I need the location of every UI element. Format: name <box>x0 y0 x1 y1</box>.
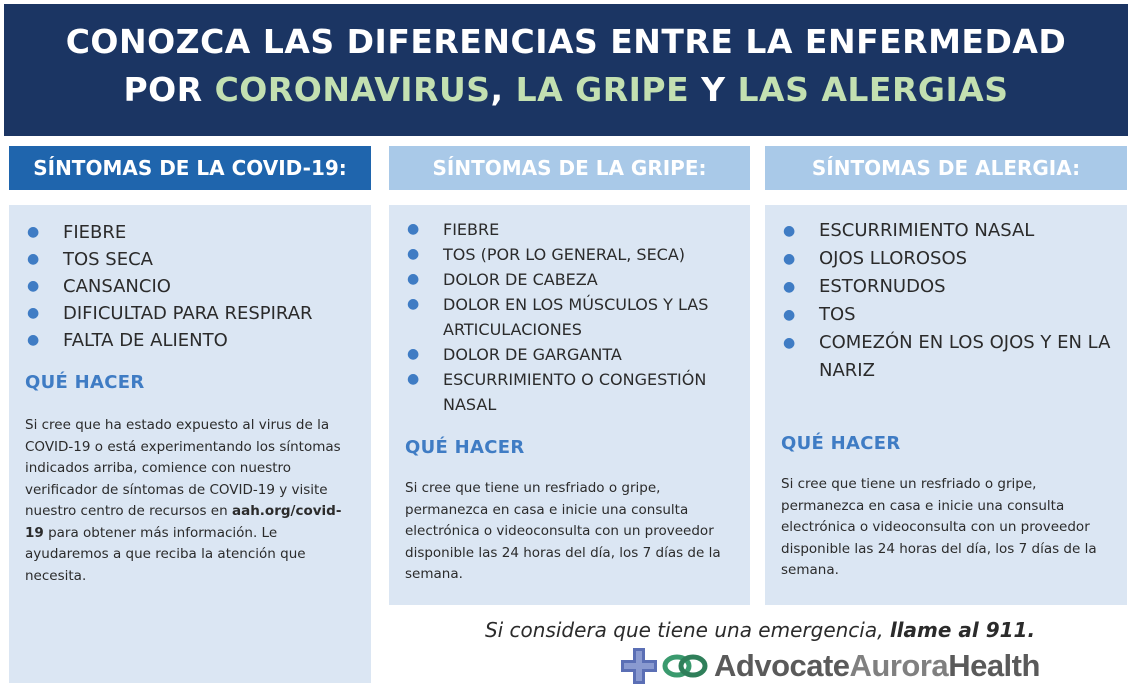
bullet-dot-icon: ● <box>783 307 796 323</box>
bullet-dot-icon: ● <box>783 335 796 351</box>
list-item: ● FIEBRE <box>405 217 738 242</box>
flu-heading: SÍNTOMAS DE LA GRIPE: <box>389 146 750 190</box>
logo-link-icon <box>662 652 708 680</box>
list-item: ● FALTA DE ALIENTO <box>25 327 357 354</box>
banner-line-1: CONOZCA LAS DIFERENCIAS ENTRE LA ENFERMEDAD <box>65 22 1067 61</box>
list-item: ● OJOS LLOROSOS <box>781 245 1115 273</box>
list-item: ● COMEZÓN EN LOS OJOS Y EN LA NARIZ <box>781 329 1115 385</box>
list-item: ● TOS SECA <box>25 246 357 273</box>
bullet-dot-icon: ● <box>27 305 40 321</box>
banner-sep: , <box>490 70 516 109</box>
list-item: ● TOS (POR LO GENERAL, SECA) <box>405 242 738 267</box>
list-item: ● DOLOR EN LOS MÚSCULOS Y LAS ARTICULACIONES <box>405 292 738 342</box>
bullet-dot-icon: ● <box>407 371 420 387</box>
bullet-dot-icon: ● <box>27 278 40 294</box>
covid-resource-link[interactable]: aah.org/covid-19 <box>25 503 342 541</box>
list-item: ● CANSANCIO <box>25 273 357 300</box>
covid-symptom-list <box>25 219 357 354</box>
list-item: ● DOLOR DE CABEZA <box>405 267 738 292</box>
bullet-dot-icon: ● <box>407 221 420 237</box>
list-item: ● FIEBRE <box>25 219 357 246</box>
advocate-aurora-logo <box>618 644 1040 688</box>
flu-panel <box>389 205 750 605</box>
banner-line-2 <box>4 66 1128 114</box>
allergy-symptom-list <box>781 217 1115 385</box>
list-item: ● ESCURRIMIENTO NASAL <box>781 217 1115 245</box>
bullet-dot-icon: ● <box>783 251 796 267</box>
bullet-dot-icon: ● <box>27 251 40 267</box>
flu-todo-title: QUÉ HACER <box>405 437 525 458</box>
bullet-dot-icon: ● <box>27 224 40 240</box>
covid-heading: SÍNTOMAS DE LA COVID-19: <box>9 146 371 190</box>
flu-symptom-list <box>405 217 738 417</box>
covid-todo-text: Si cree que ha estado expuesto al virus de la COVID-19 o está experimentando los síntomas indicados arriba, comience con nuestro verificador de síntomas de COVID-19 y visite nuestro centro de recursos en aah.org/covid-19 para obtener más información. Le ayudaremos a que reciba la atención que necesita. <box>25 417 342 584</box>
banner-coronavirus: CORONAVIRUS <box>214 70 491 109</box>
list-item: ● DIFICULTAD PARA RESPIRAR <box>25 300 357 327</box>
emergency-notice: Si considera que tiene una emergencia, llame al 911. <box>484 618 1036 642</box>
allergy-panel <box>765 205 1127 605</box>
list-item: ● TOS <box>781 301 1115 329</box>
banner-alergias: LAS ALERGIAS <box>737 70 1009 109</box>
list-item: ● DOLOR DE GARGANTA <box>405 342 738 367</box>
banner-y: Y <box>689 70 738 109</box>
bullet-dot-icon: ● <box>407 296 420 312</box>
emergency-call: llame al 911. <box>889 618 1036 642</box>
bullet-dot-icon: ● <box>27 332 40 348</box>
banner-line-2-pre: POR <box>123 70 215 109</box>
allergy-todo-title: QUÉ HACER <box>781 433 901 454</box>
allergy-heading: SÍNTOMAS DE ALERGIA: <box>765 146 1127 190</box>
bullet-dot-icon: ● <box>407 246 420 262</box>
banner-gripe: LA GRIPE <box>515 70 690 109</box>
bullet-dot-icon: ● <box>407 346 420 362</box>
covid-panel <box>9 205 371 683</box>
bullet-dot-icon: ● <box>783 223 796 239</box>
list-item: ● ESTORNUDOS <box>781 273 1115 301</box>
logo-wordmark: AdvocateAuroraHealth <box>714 648 1040 683</box>
bullet-dot-icon: ● <box>407 271 420 287</box>
list-item: ● ESCURRIMIENTO O CONGESTIÓN NASAL <box>405 367 738 417</box>
logo-cross-icon <box>618 646 662 686</box>
title-banner <box>4 4 1128 136</box>
covid-todo-title: QUÉ HACER <box>25 372 145 393</box>
allergy-todo-text: Si cree que tiene un resfriado o gripe, permanezca en casa e inicie una consulta electrónica o videoconsulta con un proveedor disponible las 24 horas del día, los 7 días de la semana. <box>781 476 1097 578</box>
bullet-dot-icon: ● <box>783 279 796 295</box>
flu-todo-text: Si cree que tiene un resfriado o gripe, permanezca en casa e inicie una consulta electrónica o videoconsulta con un proveedor disponible las 24 horas del día, los 7 días de la semana. <box>405 480 721 582</box>
